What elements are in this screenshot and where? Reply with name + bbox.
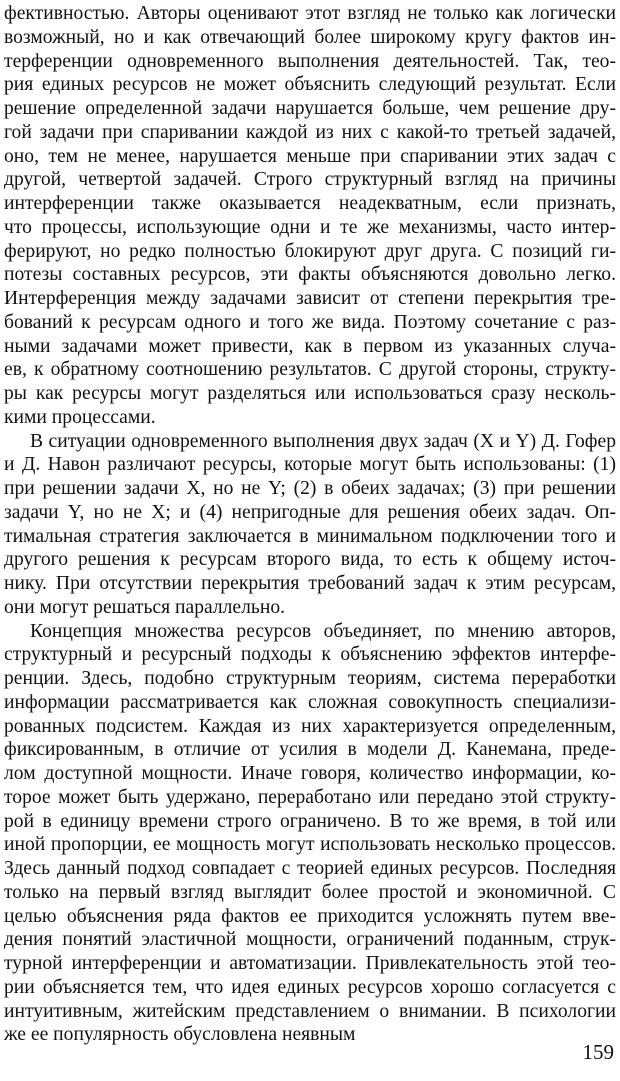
text-line: иной пропорции, ее мощность могут использовать несколько процессов. — [4, 834, 616, 856]
text-line: ры как ресурсы могут разделяться или использоваться сразу несколь- — [4, 383, 616, 404]
text-line: задачи Y, но не X; и (4) непригодные для решения обеих задач. Оп- — [4, 501, 616, 523]
text-line: другой, четвертой задачей. Строго структурный взгляд на причины — [4, 169, 616, 191]
text-line: тимальная стратегия заключается в минимальном подключении того и — [4, 525, 616, 547]
text-line: дения понятий эластичной мощности, ограничений поданным, струк- — [4, 929, 616, 951]
page-number: 159 — [582, 1040, 614, 1064]
text-line: решение определенной задачи нарушается больше, чем решение дру- — [4, 98, 616, 119]
text-line: рованных подсистем. Каждая из них характеризуется определенным, — [4, 715, 616, 737]
text-line: интуитивным, житейским представлением о внимании. В психологии — [4, 1000, 616, 1022]
text-line: Здесь данный подход совпадает с теорией единых ресурсов. Последняя — [4, 858, 616, 879]
text-line: ев, к обратному соотношению результатов. С другой стороны, структу- — [4, 359, 616, 381]
text-line: целью объяснения ряда фактов ее приходится усложнять путем вве- — [4, 905, 616, 927]
text-line: рия единых ресурсов не может объяснить следующий результат. Если — [4, 74, 616, 96]
text-line: информации рассматривается как сложная совокупность специализи- — [4, 691, 616, 713]
text-line: В ситуации одновременного выполнения двух задач (X и Y) Д. Гофер — [30, 430, 616, 452]
text-line: потезы составных ресурсов, эти факты объясняются довольно легко. — [4, 264, 616, 286]
text-line: при решении задачи X, но не Y; (2) в обеих задачах; (3) при решении — [4, 478, 616, 499]
text-line: бований к ресурсам одного и того же вида. Поэтому сочетание с раз- — [4, 311, 616, 333]
text-line: оно, тем не менее, нарушается меньше при спаривании этих задач с — [4, 145, 616, 167]
text-line: фиксированным, в отличие от усилия в модели Д. Канемана, преде- — [4, 739, 616, 761]
text-line: ными задачами может привести, как в первом из указанных случа- — [4, 335, 616, 357]
paragraph — [4, 430, 616, 620]
paragraph — [4, 620, 616, 1048]
text-line: Концепция множества ресурсов объединяет, по мнению авторов, — [30, 620, 616, 642]
text-line: нику. При отсутствии перекрытия требований задач к этим ресурсам, — [4, 573, 616, 594]
text-line: терференции одновременного выполнения деятельностей. Так, тео- — [4, 50, 616, 72]
text-line: рой в единицу времени строго ограничено. В то же время, в той или — [4, 810, 616, 832]
text-line: только на первый взгляд выглядит более простой и экономичной. С — [4, 881, 616, 903]
text-line: гой задачи при спаривании каждой из них с какой-то третьей задачей, — [4, 121, 616, 143]
text-line: структурный и ресурсный подходы к объяснению эффектов интерфе- — [4, 644, 616, 666]
text-line: возможный, но и как отвечающий более широкому кругу фактов ин- — [4, 26, 616, 48]
text-line: ферируют, но редко полностью блокируют друг друга. С позиций ги- — [4, 240, 616, 262]
text-line: турной интерференции и автоматизации. Привлекательность этой тео- — [4, 953, 616, 974]
text-line: интерференции также оказывается неадекватным, если признать, — [4, 193, 616, 214]
text-line: они могут решаться параллельно. — [4, 596, 286, 618]
text-line: кими процессами. — [4, 406, 156, 428]
text-line: Интерференция между задачами зависит от степени перекрытия тре- — [4, 288, 616, 309]
text-line: другого решения к ресурсам второго вида, то есть к общему источ- — [4, 549, 616, 571]
text-line: что процессы, использующие одни и те же механизмы, часто интер- — [4, 216, 616, 238]
text-line: ренции. Здесь, подобно структурным теориям, система переработки — [4, 668, 616, 689]
text-line: лом доступной мощности. Иначе говоря, количество информации, ко- — [4, 763, 616, 784]
text-line: рии объясняется тем, что идея единых ресурсов хорошо согласуется с — [4, 976, 616, 998]
text-line: фективностью. Авторы оценивают этот взгляд не только как логически — [4, 3, 616, 24]
body-text — [4, 2, 616, 1047]
text-line: и Д. Навон различают ресурсы, которые могут быть использованы: (1) — [4, 454, 616, 476]
text-line: же ее популярность обусловлена неявным — [4, 1024, 356, 1046]
text-line: торое может быть удержано, переработано или передано этой структу- — [4, 786, 616, 808]
paragraph — [4, 2, 616, 430]
